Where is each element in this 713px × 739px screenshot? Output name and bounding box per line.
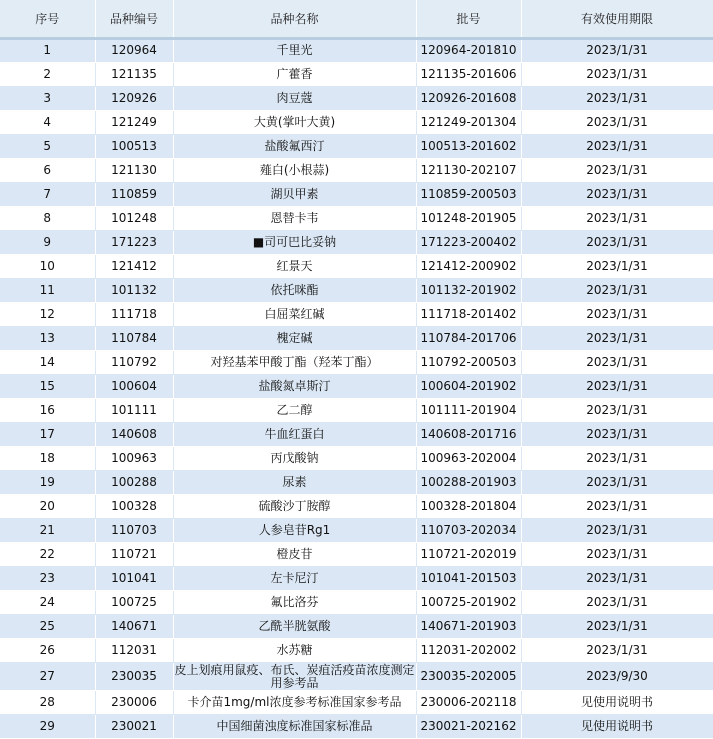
cell-batch-number: 230021-202162 xyxy=(416,714,521,738)
cell-variety-code: 120964 xyxy=(95,38,173,62)
cell-serial: 21 xyxy=(0,518,95,542)
cell-serial: 15 xyxy=(0,374,95,398)
cell-variety-code: 100513 xyxy=(95,134,173,158)
cell-validity-period: 2023/9/30 xyxy=(521,662,713,690)
cell-variety-code: 101041 xyxy=(95,566,173,590)
cell-variety-name: 氟比洛芬 xyxy=(173,590,416,614)
cell-serial: 27 xyxy=(0,662,95,690)
cell-serial: 9 xyxy=(0,230,95,254)
cell-serial: 29 xyxy=(0,714,95,738)
cell-validity-period: 2023/1/31 xyxy=(521,590,713,614)
cell-serial: 4 xyxy=(0,110,95,134)
table-row xyxy=(0,62,713,86)
cell-batch-number: 120926-201608 xyxy=(416,86,521,110)
cell-variety-code: 100604 xyxy=(95,374,173,398)
table-row xyxy=(0,518,713,542)
cell-validity-period: 2023/1/31 xyxy=(521,86,713,110)
cell-serial: 28 xyxy=(0,690,95,714)
table-header xyxy=(0,0,713,38)
table-row xyxy=(0,254,713,278)
table-row xyxy=(0,182,713,206)
cell-serial: 20 xyxy=(0,494,95,518)
cell-variety-code: 171223 xyxy=(95,230,173,254)
cell-serial: 23 xyxy=(0,566,95,590)
cell-serial: 11 xyxy=(0,278,95,302)
cell-variety-name: 中国细菌浊度标准国家标准品 xyxy=(173,714,416,738)
cell-variety-name: 橙皮苷 xyxy=(173,542,416,566)
cell-batch-number: 110721-202019 xyxy=(416,542,521,566)
cell-variety-code: 110721 xyxy=(95,542,173,566)
cell-variety-name: 依托咪酯 xyxy=(173,278,416,302)
cell-variety-code: 230006 xyxy=(95,690,173,714)
table-body xyxy=(0,38,713,738)
cell-variety-code: 101248 xyxy=(95,206,173,230)
cell-variety-name: 硫酸沙丁胺醇 xyxy=(173,494,416,518)
cell-variety-name: 乙二醇 xyxy=(173,398,416,422)
cell-batch-number: 101111-201904 xyxy=(416,398,521,422)
cell-variety-name: 恩替卡韦 xyxy=(173,206,416,230)
cell-validity-period: 2023/1/31 xyxy=(521,614,713,638)
cell-variety-code: 101111 xyxy=(95,398,173,422)
cell-variety-name: 水苏糖 xyxy=(173,638,416,662)
header-variety-name: 品种名称 xyxy=(173,0,416,38)
cell-validity-period: 2023/1/31 xyxy=(521,230,713,254)
cell-batch-number: 171223-200402 xyxy=(416,230,521,254)
cell-serial: 7 xyxy=(0,182,95,206)
cell-variety-code: 230021 xyxy=(95,714,173,738)
table-row xyxy=(0,590,713,614)
cell-variety-name: 卡介苗1mg/ml浓度参考标准国家参考品 xyxy=(173,690,416,714)
cell-validity-period: 2023/1/31 xyxy=(521,374,713,398)
cell-variety-name: 盐酸氟西汀 xyxy=(173,134,416,158)
cell-serial: 13 xyxy=(0,326,95,350)
cell-variety-name: 对羟基苯甲酸丁酯（羟苯丁酯） xyxy=(173,350,416,374)
cell-variety-code: 112031 xyxy=(95,638,173,662)
cell-validity-period: 2023/1/31 xyxy=(521,302,713,326)
cell-batch-number: 110792-200503 xyxy=(416,350,521,374)
cell-validity-period: 见使用说明书 xyxy=(521,714,713,738)
header-variety-code: 品种编号 xyxy=(95,0,173,38)
table-row xyxy=(0,206,713,230)
cell-validity-period: 2023/1/31 xyxy=(521,446,713,470)
table-row xyxy=(0,662,713,690)
cell-batch-number: 112031-202002 xyxy=(416,638,521,662)
cell-validity-period: 2023/1/31 xyxy=(521,422,713,446)
cell-batch-number: 110859-200503 xyxy=(416,182,521,206)
cell-variety-code: 110703 xyxy=(95,518,173,542)
table-row xyxy=(0,398,713,422)
cell-variety-code: 110784 xyxy=(95,326,173,350)
cell-serial: 24 xyxy=(0,590,95,614)
cell-serial: 1 xyxy=(0,38,95,62)
table-row xyxy=(0,714,713,738)
cell-variety-name: ■司可巴比妥钠 xyxy=(173,230,416,254)
table-row xyxy=(0,542,713,566)
cell-variety-name: 湖贝甲素 xyxy=(173,182,416,206)
cell-serial: 26 xyxy=(0,638,95,662)
cell-variety-code: 110859 xyxy=(95,182,173,206)
cell-batch-number: 101248-201905 xyxy=(416,206,521,230)
table-row xyxy=(0,326,713,350)
cell-variety-code: 121135 xyxy=(95,62,173,86)
cell-variety-code: 100328 xyxy=(95,494,173,518)
cell-batch-number: 100513-201602 xyxy=(416,134,521,158)
cell-variety-code: 100288 xyxy=(95,470,173,494)
cell-validity-period: 2023/1/31 xyxy=(521,470,713,494)
cell-variety-code: 230035 xyxy=(95,662,173,690)
cell-variety-name: 丙戊酸钠 xyxy=(173,446,416,470)
cell-variety-name: 左卡尼汀 xyxy=(173,566,416,590)
table-row xyxy=(0,110,713,134)
table-row xyxy=(0,446,713,470)
table-row xyxy=(0,302,713,326)
cell-validity-period: 2023/1/31 xyxy=(521,158,713,182)
cell-batch-number: 140671-201903 xyxy=(416,614,521,638)
cell-serial: 19 xyxy=(0,470,95,494)
header-serial: 序号 xyxy=(0,0,95,38)
cell-variety-name: 白屈菜红碱 xyxy=(173,302,416,326)
cell-validity-period: 2023/1/31 xyxy=(521,62,713,86)
cell-validity-period: 2023/1/31 xyxy=(521,182,713,206)
header-batch-number: 批号 xyxy=(416,0,521,38)
cell-variety-code: 140671 xyxy=(95,614,173,638)
cell-validity-period: 2023/1/31 xyxy=(521,638,713,662)
cell-validity-period: 2023/1/31 xyxy=(521,278,713,302)
cell-validity-period: 2023/1/31 xyxy=(521,110,713,134)
cell-serial: 22 xyxy=(0,542,95,566)
cell-batch-number: 121412-200902 xyxy=(416,254,521,278)
cell-serial: 2 xyxy=(0,62,95,86)
cell-batch-number: 100288-201903 xyxy=(416,470,521,494)
cell-variety-code: 100963 xyxy=(95,446,173,470)
cell-variety-name: 槐定碱 xyxy=(173,326,416,350)
cell-batch-number: 101041-201503 xyxy=(416,566,521,590)
cell-variety-name: 皮上划痕用鼠疫、布氏、炭疽活疫苗浓度测定用参考品 xyxy=(174,662,415,690)
cell-validity-period: 2023/1/31 xyxy=(521,518,713,542)
cell-validity-period: 见使用说明书 xyxy=(521,690,713,714)
cell-batch-number: 110703-202034 xyxy=(416,518,521,542)
cell-batch-number: 111718-201402 xyxy=(416,302,521,326)
cell-validity-period: 2023/1/31 xyxy=(521,38,713,62)
cell-variety-name: 乙酰半胱氨酸 xyxy=(173,614,416,638)
table-row xyxy=(0,566,713,590)
cell-variety-code: 111718 xyxy=(95,302,173,326)
cell-variety-code: 121412 xyxy=(95,254,173,278)
cell-variety-name: 千里光 xyxy=(173,38,416,62)
cell-variety-name: 红景天 xyxy=(173,254,416,278)
table-row xyxy=(0,230,713,254)
cell-batch-number: 110784-201706 xyxy=(416,326,521,350)
cell-batch-number: 100963-202004 xyxy=(416,446,521,470)
cell-validity-period: 2023/1/31 xyxy=(521,134,713,158)
cell-serial: 5 xyxy=(0,134,95,158)
cell-variety-name: 盐酸氮卓斯汀 xyxy=(173,374,416,398)
cell-batch-number: 230035-202005 xyxy=(416,662,521,690)
cell-serial: 8 xyxy=(0,206,95,230)
cell-variety-code: 121249 xyxy=(95,110,173,134)
table-row xyxy=(0,38,713,62)
cell-serial: 14 xyxy=(0,350,95,374)
cell-validity-period: 2023/1/31 xyxy=(521,566,713,590)
cell-variety-code: 101132 xyxy=(95,278,173,302)
cell-serial: 6 xyxy=(0,158,95,182)
cell-variety-name: 薤白(小根蒜) xyxy=(173,158,416,182)
cell-variety-name: 牛血红蛋白 xyxy=(173,422,416,446)
table-row xyxy=(0,690,713,714)
table-row xyxy=(0,470,713,494)
cell-validity-period: 2023/1/31 xyxy=(521,398,713,422)
cell-serial: 10 xyxy=(0,254,95,278)
cell-variety-name: 大黄(掌叶大黄) xyxy=(173,110,416,134)
cell-batch-number: 230006-202118 xyxy=(416,690,521,714)
cell-serial: 12 xyxy=(0,302,95,326)
table-row xyxy=(0,614,713,638)
cell-validity-period: 2023/1/31 xyxy=(521,350,713,374)
table-row xyxy=(0,638,713,662)
cell-validity-period: 2023/1/31 xyxy=(521,326,713,350)
cell-serial: 18 xyxy=(0,446,95,470)
cell-variety-code: 120926 xyxy=(95,86,173,110)
cell-batch-number: 121135-201606 xyxy=(416,62,521,86)
cell-variety-name: 肉豆蔻 xyxy=(173,86,416,110)
cell-variety-code: 100725 xyxy=(95,590,173,614)
cell-variety-name: 人参皂苷Rg1 xyxy=(173,518,416,542)
cell-batch-number: 101132-201902 xyxy=(416,278,521,302)
cell-validity-period: 2023/1/31 xyxy=(521,206,713,230)
cell-serial: 16 xyxy=(0,398,95,422)
table-row xyxy=(0,278,713,302)
cell-variety-code: 140608 xyxy=(95,422,173,446)
table-row xyxy=(0,374,713,398)
table-row xyxy=(0,422,713,446)
cell-batch-number: 100725-201902 xyxy=(416,590,521,614)
cell-validity-period: 2023/1/31 xyxy=(521,542,713,566)
cell-batch-number: 100328-201804 xyxy=(416,494,521,518)
cell-validity-period: 2023/1/31 xyxy=(521,494,713,518)
table-row xyxy=(0,494,713,518)
table-row xyxy=(0,350,713,374)
table-row xyxy=(0,158,713,182)
cell-serial: 25 xyxy=(0,614,95,638)
cell-variety-name: 尿素 xyxy=(173,470,416,494)
table-row xyxy=(0,134,713,158)
cell-variety-name: 广藿香 xyxy=(173,62,416,86)
cell-batch-number: 121130-202107 xyxy=(416,158,521,182)
cell-batch-number: 120964-201810 xyxy=(416,38,521,62)
cell-batch-number: 121249-201304 xyxy=(416,110,521,134)
cell-serial: 17 xyxy=(0,422,95,446)
cell-variety-code: 110792 xyxy=(95,350,173,374)
header-row xyxy=(0,0,713,38)
cell-validity-period: 2023/1/31 xyxy=(521,254,713,278)
cell-batch-number: 100604-201902 xyxy=(416,374,521,398)
header-validity-period: 有效使用期限 xyxy=(521,0,713,38)
table-row xyxy=(0,86,713,110)
cell-batch-number: 140608-201716 xyxy=(416,422,521,446)
cell-serial: 3 xyxy=(0,86,95,110)
cell-variety-code: 121130 xyxy=(95,158,173,182)
